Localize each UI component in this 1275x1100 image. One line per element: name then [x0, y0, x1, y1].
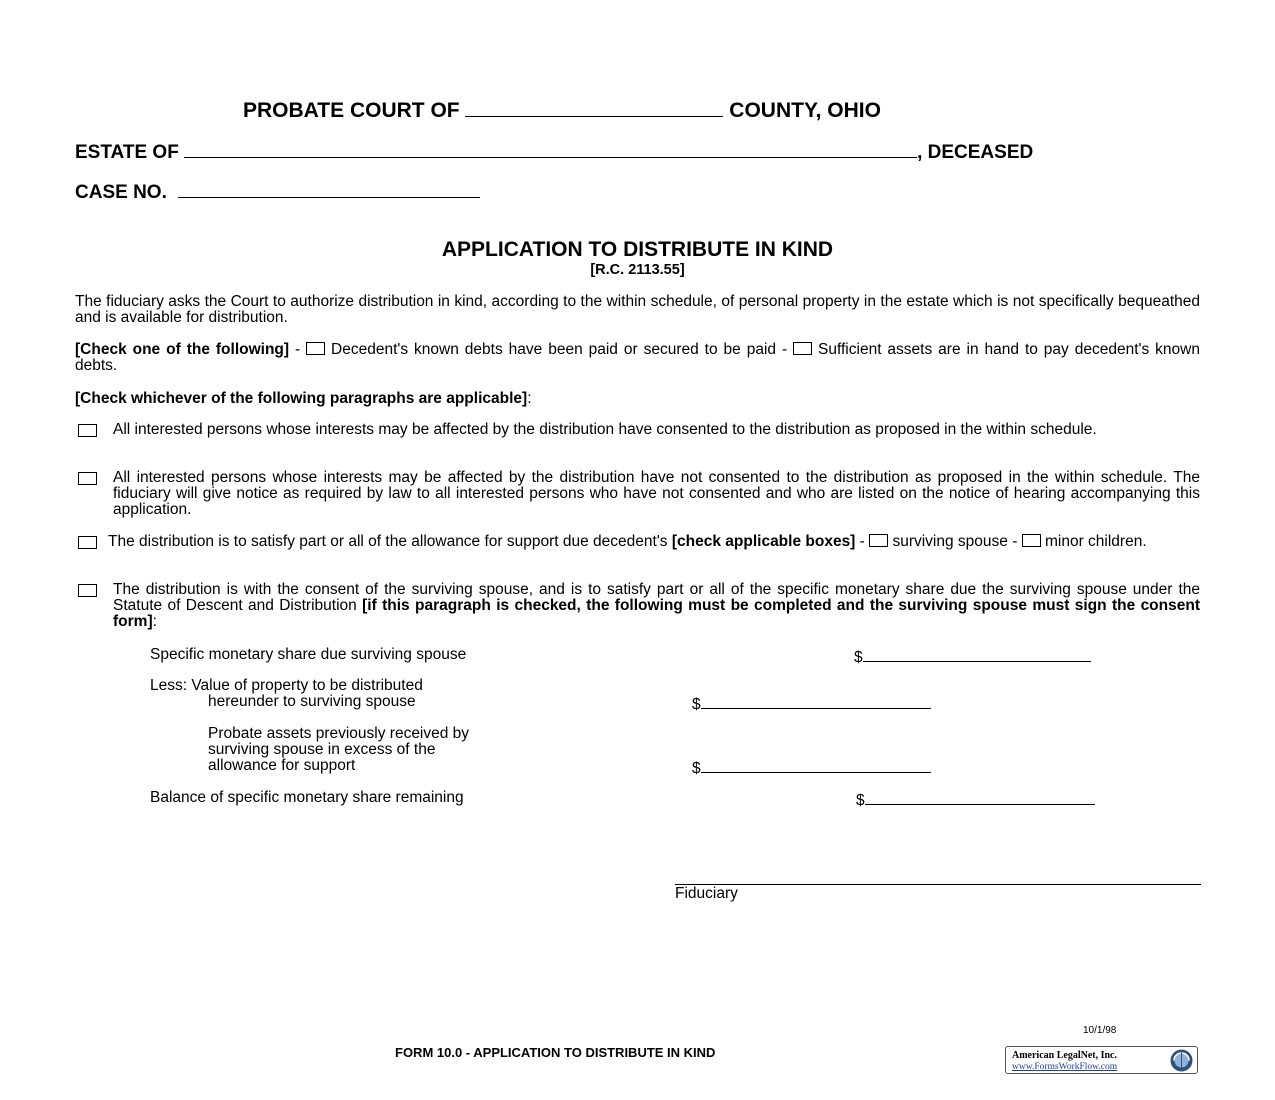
- consented-checkbox[interactable]: [78, 424, 97, 437]
- court-suffix: COUNTY, OHIO: [729, 99, 881, 122]
- currency-symbol: $: [692, 696, 701, 713]
- surviving-spouse-checkbox[interactable]: [869, 534, 888, 547]
- spouse-consent-instruction: [if this paragraph is checked, the following must be completed and the surviving spouse must sign the consent form]: [113, 597, 1200, 630]
- court-prefix: PROBATE COURT OF: [243, 99, 460, 122]
- probate-assets-field[interactable]: [692, 758, 931, 777]
- not-consented-checkbox[interactable]: [78, 472, 97, 485]
- case-number-field[interactable]: [178, 181, 480, 198]
- share-amount-field[interactable]: [854, 647, 1091, 666]
- colon: :: [527, 390, 532, 407]
- globe-icon: [1169, 1048, 1194, 1073]
- minor-children-checkbox[interactable]: [1022, 534, 1041, 547]
- schedule-row-share: Specific monetary share due surviving spouse: [150, 646, 467, 663]
- sufficient-assets-checkbox[interactable]: [793, 342, 812, 355]
- support-allowance-checkbox[interactable]: [78, 536, 97, 549]
- support-instruction: [check applicable boxes]: [671, 533, 856, 550]
- check-whichever-label: [Check whichever of the following paragraphs are applicable]: [75, 390, 528, 407]
- surviving-spouse-label: surviving spouse -: [888, 533, 1022, 550]
- schedule-probate-label-1: Probate assets previously received by: [208, 725, 470, 742]
- intro-paragraph: The fiduciary asks the Court to authorize distribution in kind, according to the within schedule, of personal property in the estate which is not specifically bequeathed and is available for distribution.: [75, 293, 1200, 326]
- property-value-field[interactable]: [692, 694, 931, 713]
- check-whichever-heading: [75, 391, 532, 407]
- form-title: APPLICATION TO DISTRIBUTE IN KIND: [441, 238, 834, 261]
- currency-symbol: $: [692, 760, 701, 777]
- colon: :: [152, 613, 157, 630]
- debts-paid-label: Decedent's known debts have been paid or secured to be paid -: [325, 341, 794, 358]
- court-heading: [243, 98, 881, 123]
- form-date: 10/1/98: [1083, 1025, 1117, 1036]
- minor-children-label: minor children.: [1040, 533, 1147, 550]
- support-text: The distribution is to satisfy part or all of the allowance for support due decedent's: [108, 533, 672, 550]
- case-line: [75, 181, 480, 204]
- schedule-probate-label-2: surviving spouse in excess of the: [208, 741, 436, 758]
- estate-suffix: , DECEASED: [917, 142, 1034, 163]
- schedule-probate-label-3: allowance for support: [208, 757, 356, 774]
- title-block: [0, 238, 1275, 278]
- check-one-label: [Check one of the following]: [75, 341, 290, 358]
- county-field[interactable]: [465, 98, 723, 117]
- check-one-paragraph: [75, 342, 1200, 374]
- schedule-less-label-2: hereunder to surviving spouse: [208, 693, 416, 710]
- publisher-url[interactable]: www.FormsWorkFlow.com: [1012, 1062, 1118, 1072]
- publisher-logo: [1005, 1046, 1198, 1074]
- currency-symbol: $: [856, 792, 865, 809]
- sufficient-assets-label: Sufficient assets are in hand to pay decedent's known debts.: [75, 341, 1200, 374]
- estate-line: [75, 141, 1033, 164]
- case-label: CASE NO.: [75, 182, 167, 203]
- not-consented-paragraph: All interested persons whose interests may be affected by the distribution have not consented to the distribution as proposed in the within schedule. The fiduciary will give notice as required by law to all interested persons who have not consented and who are listed on the notice of hearing accompanying this application.: [113, 469, 1200, 518]
- spouse-consent-paragraph: [113, 582, 1200, 630]
- statute-reference: [R.C. 2113.55]: [590, 262, 685, 278]
- spouse-consent-text: The distribution is with the consent of the surviving spouse, and is to satisfy part or all of the specific monetary share due the surviving spouse under the Statute of Descent and Distribution: [113, 581, 1200, 614]
- separator: -: [855, 533, 870, 550]
- balance-amount-field[interactable]: [856, 790, 1095, 809]
- consented-paragraph: All interested persons whose interests may be affected by the distribution have consented to the distribution as proposed in the within schedule.: [113, 421, 1097, 438]
- footer-form-title: FORM 10.0 - APPLICATION TO DISTRIBUTE IN KIND: [395, 1045, 716, 1060]
- debts-paid-checkbox[interactable]: [306, 342, 325, 355]
- support-allowance-paragraph: [108, 534, 1200, 550]
- estate-name-field[interactable]: [184, 141, 917, 158]
- schedule-balance-label: Balance of specific monetary share remaining: [150, 789, 464, 806]
- schedule-less-label-1: Less: Value of property to be distributed: [150, 677, 423, 694]
- currency-symbol: $: [854, 649, 863, 666]
- signature-line[interactable]: [675, 884, 1201, 885]
- publisher-name: American LegalNet, Inc.: [1012, 1050, 1117, 1061]
- separator: -: [289, 341, 307, 358]
- spouse-consent-checkbox[interactable]: [78, 584, 97, 597]
- estate-label: ESTATE OF: [75, 142, 179, 163]
- signature-label: Fiduciary: [675, 885, 738, 902]
